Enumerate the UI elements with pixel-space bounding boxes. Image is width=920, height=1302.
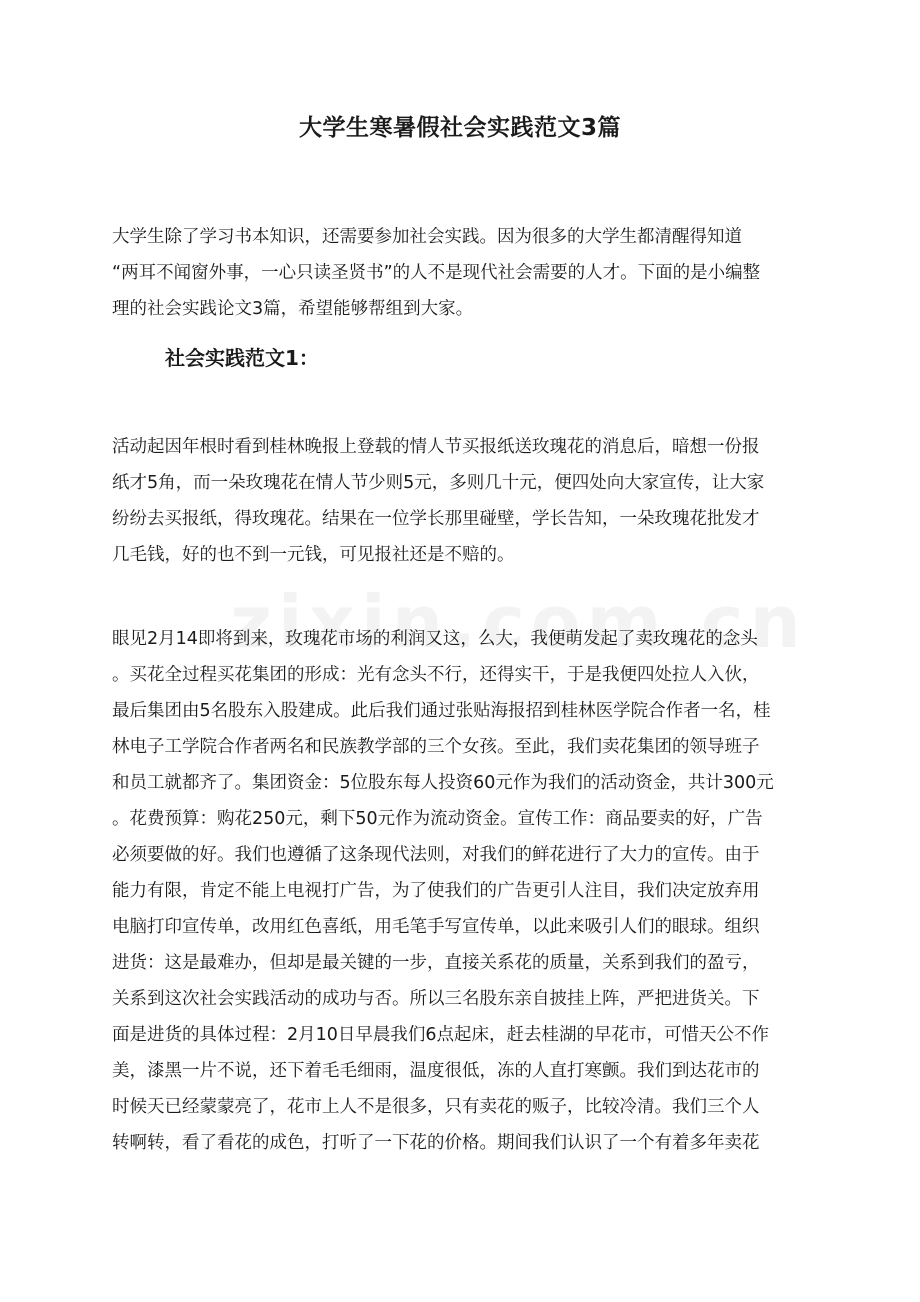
paragraph-line: 进货：这是最难办，但却是最关键的一步，直接关系花的质量，关系到我们的盈亏，: [112, 953, 760, 973]
paragraph-line: 眼见2月14即将到来，玫瑰花市场的利润又这，么大，我便萌发起了卖玫瑰花的念头: [112, 629, 758, 649]
intro-line: “两耳不闻窗外事，一心只读圣贤书”的人不是现代社会需要的人才。下面的是小编整: [112, 263, 761, 283]
paragraph-1: [112, 429, 820, 573]
paragraph-line: 电脑打印宣传单，改用红色喜纸，用毛笔手写宣传单，以此来吸引人们的眼球。组织: [112, 917, 760, 937]
paragraph-line: 纷纷去买报纸，得玫瑰花。结果在一位学长那里碰壁，学长告知，一朵玫瑰花批发才: [112, 509, 760, 529]
document-title: 大学生寒暑假社会实践范文3篇: [298, 115, 621, 141]
paragraph-line: 纸才5角，而一朵玫瑰花在情人节少则5元，多则几十元，便四处向大家宣传，让大家: [112, 473, 765, 493]
paragraph-line: 美，漆黑一片不说，还下着毛毛细雨，温度很低，冻的人直打寒颤。我们到达花市的: [112, 1061, 760, 1081]
paragraph-line: 活动起因年根时看到桂林晚报上登载的情人节买报纸送玫瑰花的消息后，暗想一份报: [112, 437, 760, 457]
paragraph-line: 转啊转，看了看花的成色，打听了一下花的价格。期间我们认识了一个有着多年卖花: [112, 1133, 760, 1153]
paragraph-line: 面是进货的具体过程：2月10日早晨我们6点起床，赶去桂湖的早花市，可惜天公不作: [112, 1025, 770, 1045]
paragraph-line: 。花费预算：购花250元，剩下50元作为流动资金。宣传工作：商品要卖的好，广告: [112, 809, 763, 829]
paragraph-line: 和员工就都齐了。集团资金：5位股东每人投资60元作为我们的活动资金，共计300元: [112, 773, 774, 793]
paragraph-line: 能力有限，肯定不能上电视打广告，为了使我们的广告更引人注目，我们决定放弃用: [112, 881, 760, 901]
paragraph-2: [112, 621, 820, 1161]
intro-line: 理的社会实践论文3篇，希望能够帮组到大家。: [112, 299, 474, 319]
paragraph-line: 必须要做的好。我们也遵循了这条现代法则，对我们的鲜花进行了大力的宣传。由于: [112, 845, 760, 865]
paragraph-line: 。买花全过程买花集团的形成：光有念头不行，还得实干，于是我便四处拉人入伙，: [112, 665, 760, 685]
paragraph-line: 林电子工学院合作者两名和民族教学部的三个女孩。至此，我们卖花集团的领导班子: [112, 737, 760, 757]
intro-line: 大学生除了学习书本知识，还需要参加社会实践。因为很多的大学生都清醒得知道: [112, 227, 742, 247]
paragraph-line: 关系到这次社会实践活动的成功与否。所以三名股东亲自披挂上阵，严把进货关。下: [112, 989, 760, 1009]
intro-paragraph: [112, 219, 820, 327]
paragraph-line: 几毛钱，好的也不到一元钱，可见报社还是不赔的。: [112, 545, 515, 565]
paragraph-line: 最后集团由5名股东入股建成。此后我们通过张贴海报招到桂林医学院合作者一名，桂: [112, 701, 771, 721]
paragraph-line: 时候天已经蒙蒙亮了，花市上人不是很多，只有卖花的贩子，比较冷清。我们三个人: [112, 1097, 760, 1117]
section-heading: 社会实践范文1：: [165, 346, 319, 370]
